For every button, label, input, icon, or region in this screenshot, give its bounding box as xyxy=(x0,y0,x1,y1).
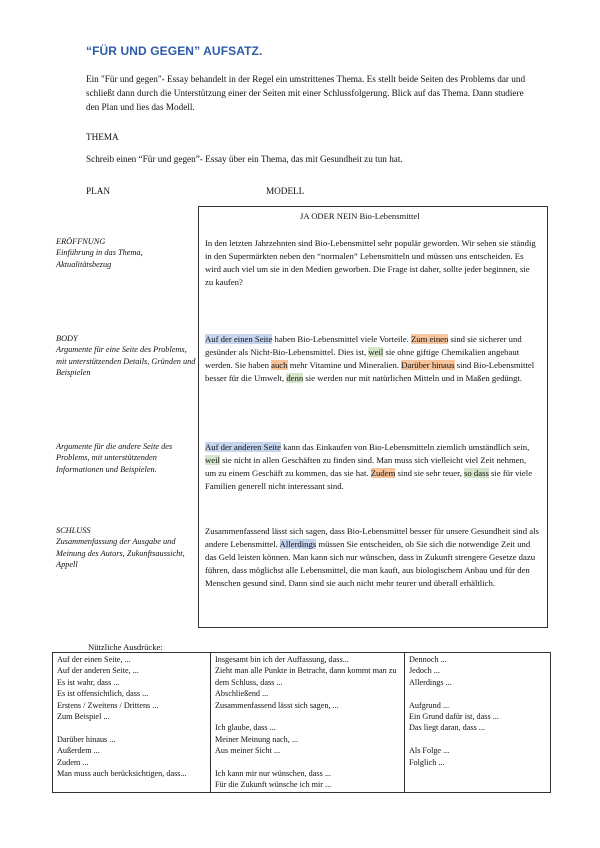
connector-highlight: denn xyxy=(286,373,304,384)
expression-item: Zusammenfassend lässt sich sagen, ... xyxy=(215,700,339,710)
connector-highlight: Allerdings xyxy=(279,539,317,550)
expression-item: Dennoch ... xyxy=(409,655,447,664)
ausdruecke-label: Nützliche Ausdrücke: xyxy=(88,642,163,652)
expression-item: Aufgrund ... xyxy=(409,700,450,710)
page-title: “FÜR UND GEGEN” AUFSATZ. xyxy=(86,44,263,58)
modell-body-2: Auf der anderen Seite kann das Einkaufen von Bio-Lebensmitteln ziemlich umständlich sein, weil sie nicht in allen Geschäften zu finden sind. Man muss sich vielleicht viel Zeit nehmen, um zu einem Geschäft zu kommen, das sie hat. Zudem sind sie sehr teuer, so dass sie für viele Familien generell nicht interessant sind. xyxy=(205,442,533,492)
modell-label: MODELL xyxy=(266,186,305,196)
modell-eroeffnung: In den letzten Jahrzehnten sind Bio-Lebensmittel sehr populär geworden. Wir sehen sie ständig in den Supermärkten neben den “normalen” Lebensmitteln und müssen uns entscheiden. Es wird auch viel um sie in den Medien geworben. Die Frage ist daher, sollte jeder beginnen, sie zu kaufen? xyxy=(205,238,536,288)
plan-eroeffnung xyxy=(56,236,196,270)
plan-schluss-desc: Zusammenfassung der Ausgabe und Meinung des Autors, Zukunftsaussicht, Appell xyxy=(56,537,185,570)
connector-highlight: weil xyxy=(368,347,384,358)
connector-highlight: so dass xyxy=(464,468,489,479)
expression-item: Es ist offensichtlich, dass ... xyxy=(57,689,149,699)
expression-item: Insgesamt bin ich der Auffassung, dass... xyxy=(215,655,349,664)
plan-eroeffnung-desc: Einführung in das Thema, Aktualitätsbezug xyxy=(56,248,143,269)
plan-label: PLAN xyxy=(86,186,110,196)
modell-schluss: Zusammenfassend lässt sich sagen, dass Bio-Lebensmittel besser für unsere Gesundheit sind als andere Lebensmittel. Allerdings müssen Sie entscheiden, ob Sie sich die notwendige Zeit und das Geld leisten können. Man kann sich nur wünschen, dass in Zukunft strengere Gesetze dazu führen, dass möglichst alle Lebensmittel, die man kauft, aus biologischem Anbau und für den Menschen gesund sind. Dann sind sie auch nicht mehr teurer und überall erhältlich. xyxy=(205,526,539,589)
thema-label: THEMA xyxy=(86,132,119,142)
expression-item xyxy=(215,711,400,722)
expression-item: Auf der einen Seite, ... xyxy=(57,655,131,664)
modell-body-1: Auf der einen Seite haben Bio-Lebensmittel viele Vorteile. Zum einen sind sie sicherer und gesünder als Nicht-Bio-Lebensmittel. Dies ist, weil sie ohne giftige Chemikalien angebaut werden. Sie haben auch mehr Vitamine und Mineralien. Darüber hinaus sind Bio-Lebensmittel besser für die Umwelt, denn sie werden nur mit natürlichen Mitteln und in Maßen gedüngt. xyxy=(205,334,535,384)
ausdruecke-col-3 xyxy=(405,653,551,793)
ausdruecke-col-1 xyxy=(53,653,211,793)
plan-other-side xyxy=(56,441,196,475)
expression-item: Zieht man alle Punkte in Betracht, dann kommt man zu dem Schluss, dass ... xyxy=(215,666,397,687)
expression-item: Ein Grund dafür ist, dass ... xyxy=(409,712,499,722)
connector-highlight: Auf der einen Seite xyxy=(205,334,273,344)
ausdruecke-col-2 xyxy=(211,653,405,793)
ausdruecke-table xyxy=(52,652,551,793)
expression-item: Für die Zukunft wünsche ich mir ... xyxy=(215,780,332,790)
expression-item: Ich kann mir nur wünschen, dass ... xyxy=(215,769,331,779)
expression-item: Meiner Meinung nach, ... xyxy=(215,734,298,744)
connector-highlight: auch xyxy=(271,360,288,371)
expression-item: Als Folge ... xyxy=(409,746,450,756)
expression-item: Das liegt daran, dass ... xyxy=(409,723,485,733)
expression-item: Darüber hinaus ... xyxy=(57,734,116,744)
expression-item: Auf der anderen Seite, ... xyxy=(57,666,139,676)
expression-item xyxy=(409,734,546,745)
plan-other-desc: Argumente für die andere Seite des Problems, mit unterstützenden Informationen und Beispielen. xyxy=(56,442,173,474)
expression-item: Aus meiner Sicht ... xyxy=(215,746,281,756)
expression-item xyxy=(215,757,400,768)
expression-item: Jedoch ... xyxy=(409,666,440,676)
expression-item: Erstens / Zweitens / Drittens ... xyxy=(57,700,159,710)
expression-item xyxy=(57,722,206,733)
connector-highlight: Zum einen xyxy=(410,334,449,344)
plan-body-desc: Argumente für eine Seite des Problems, mit unterstützenden Details, Gründen und Beispielen xyxy=(56,345,196,378)
connector-highlight: Zudem xyxy=(370,468,396,479)
connector-highlight: Auf der anderen Seite xyxy=(205,442,281,452)
expression-item: Abschließend ... xyxy=(215,689,269,699)
expression-item: Zudem ... xyxy=(57,757,89,767)
plan-eroeffnung-heading: ERÖFFNUNG xyxy=(56,237,106,246)
plan-schluss xyxy=(56,525,196,571)
expression-item: Allerdings ... xyxy=(409,677,452,687)
expression-item: Zum Beispiel ... xyxy=(57,712,110,722)
expression-item: Man muss auch berücksichtigen, dass... xyxy=(57,769,187,779)
expression-item: Außerdem ... xyxy=(57,746,100,756)
plan-body xyxy=(56,333,196,379)
plan-body-heading: BODY xyxy=(56,334,78,343)
modell-title: JA ODER NEIN Bio-Lebensmittel xyxy=(300,211,420,221)
expression-item xyxy=(409,688,546,699)
expression-item: Es ist wahr, dass ... xyxy=(57,677,120,687)
thema-text: Schreib einen “Für und gegen”- Essay über ein Thema, das mit Gesundheit zu tun hat. xyxy=(86,154,403,164)
connector-highlight: weil xyxy=(205,455,220,466)
plan-schluss-heading: SCHLUSS xyxy=(56,526,91,535)
connector-highlight: Darüber hinaus xyxy=(401,360,455,371)
expression-item: Folglich ... xyxy=(409,757,445,767)
intro-paragraph: Ein "Für und gegen"- Essay behandelt in der Regel ein umstrittenes Thema. Es stellt beide Seiten des Problems dar und schließt dann durch die Unterstützung einer der Seiten mit einer Schlussfolgerung. Blick auf das Thema. Dann studiere den Plan und lies das Modell. xyxy=(86,74,526,112)
expression-item: Ich glaube, dass ... xyxy=(215,723,276,733)
